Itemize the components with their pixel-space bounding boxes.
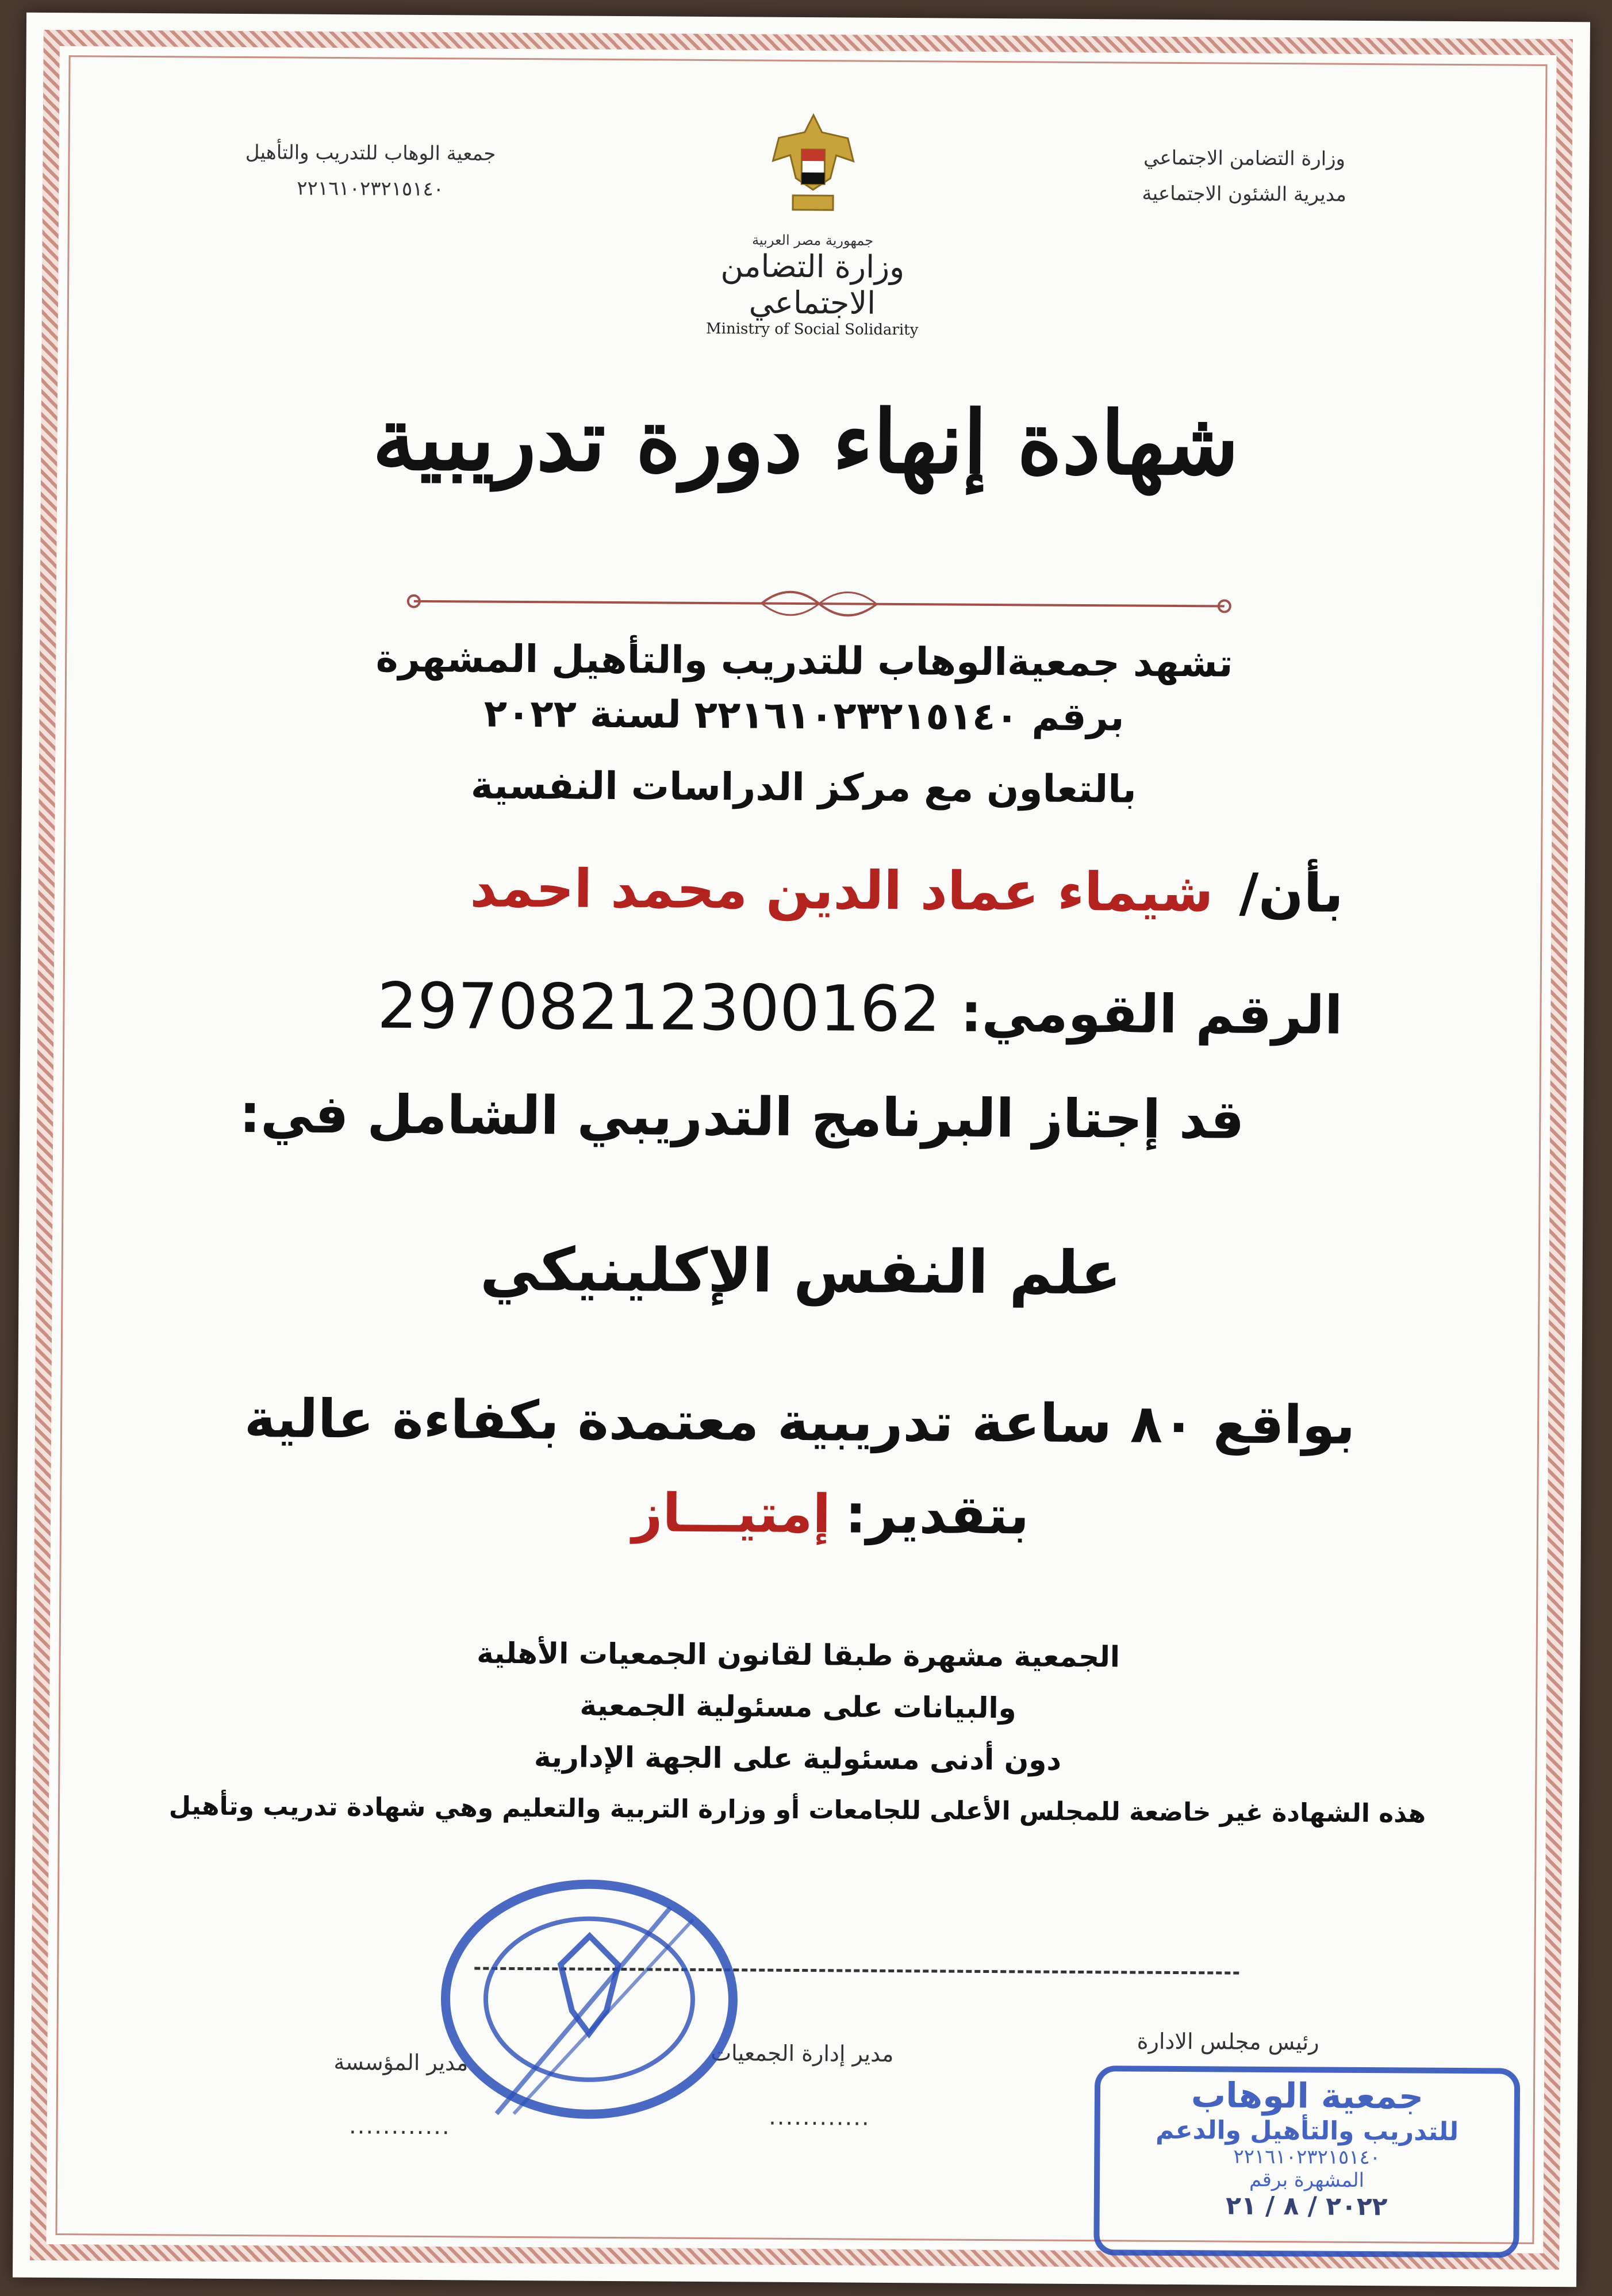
note-line-3: دون أدنى مسئولية على الجهة الإدارية [534, 1740, 1062, 1777]
stamp-subtitle: للتدريب والتأهيل والدعم [1155, 2115, 1459, 2147]
grade-value: إمتيـــاز [632, 1482, 831, 1545]
chairman-label: رئيس مجلس الادارة [1137, 2028, 1319, 2055]
round-official-stamp [428, 1872, 751, 2126]
institution-manager-label: مدير المؤسسة [333, 2049, 469, 2076]
associations-manager-label: مدير إدارة الجمعيات [711, 2040, 894, 2067]
grade-line [339, 1480, 1030, 1546]
recipient-prefix: بأن/ [1239, 862, 1344, 924]
note-line-4: هذه الشهادة غير خاضعة للمجلس الأعلى للجامعات أو وزارة التربية والتعليم وهي شهادة تدريب وتأهيل [168, 1791, 1426, 1829]
passed-text: قد إجتاز البرنامج التدريبي الشامل في: [239, 1083, 1245, 1151]
program-name: علم النفس الإكلينيكي [479, 1234, 1122, 1308]
note-line-1: الجمعية مشهرة طبقا لقانون الجمعيات الأهلية [477, 1636, 1120, 1674]
intro-line-1: تشهد جمعيةالوهاب للتدريب والتأهيل المشهرة [375, 636, 1233, 686]
eagle-emblem-icon [767, 109, 859, 225]
intro-line-3: بالتعاون مع مركز الدراسات النفسية [470, 763, 1137, 812]
ministry-name: وزارة التضامن الاجتماعي [1143, 146, 1346, 171]
intro-line-2: برقم ٢٢١٦١٠٢٣٢١٥١٤٠ لسنة ٢٠٢٢ [483, 691, 1124, 740]
recipient-line [193, 856, 1344, 924]
association-number: ٢٢١٦١٠٢٣٢١٥١٤٠ [297, 176, 444, 201]
national-id-line [78, 967, 1343, 1048]
stamp-association: جمعية الوهاب [1191, 2075, 1424, 2117]
directorate-name: مديرية الشئون الاجتماعية [1142, 182, 1347, 206]
stamp-date: ٢٠٢٢ / ٨ / ٢١ [1225, 2191, 1388, 2222]
association-name: جمعية الوهاب للتدريب والتأهيل [245, 141, 496, 166]
header-left [198, 135, 543, 208]
ministry-logo [674, 109, 951, 375]
recipient-name: شيماء عماد الدين محمد احمد [470, 857, 1214, 924]
stamp-registered: المشهرة برقم [1249, 2168, 1365, 2193]
associations-manager-dots: ............ [769, 2103, 870, 2131]
national-id-label: الرقم القومي: [960, 982, 1343, 1046]
logo-country: جمهورية مصر العربية [752, 232, 874, 249]
note-line-2: والبيانات على مسئولية الجمعية [579, 1688, 1016, 1725]
stamp-number: ٢٢١٦١٠٢٣٢١٥١٤٠ [1233, 2145, 1381, 2170]
grade-label: بتقدير: [845, 1483, 1030, 1546]
certificate-paper [13, 13, 1590, 2287]
title-ornament [402, 584, 1236, 624]
logo-ministry: وزارة التضامن الاجتماعي [720, 248, 905, 321]
hours-text: بواقع ٨٠ ساعة تدريبية معتمدة بكفاءة عالية [244, 1388, 1356, 1456]
inner-border [55, 55, 1547, 2244]
institution-manager-dots: ............ [348, 2113, 451, 2140]
national-id-value: 29708212300162 [377, 969, 941, 1046]
header-right [1072, 140, 1417, 213]
logo-english: Ministry of Social Solidarity [705, 320, 919, 339]
certificate-title: شهادة إنهاء دورة تدريبية [372, 388, 1239, 495]
rectangular-association-stamp [1093, 2065, 1520, 2258]
